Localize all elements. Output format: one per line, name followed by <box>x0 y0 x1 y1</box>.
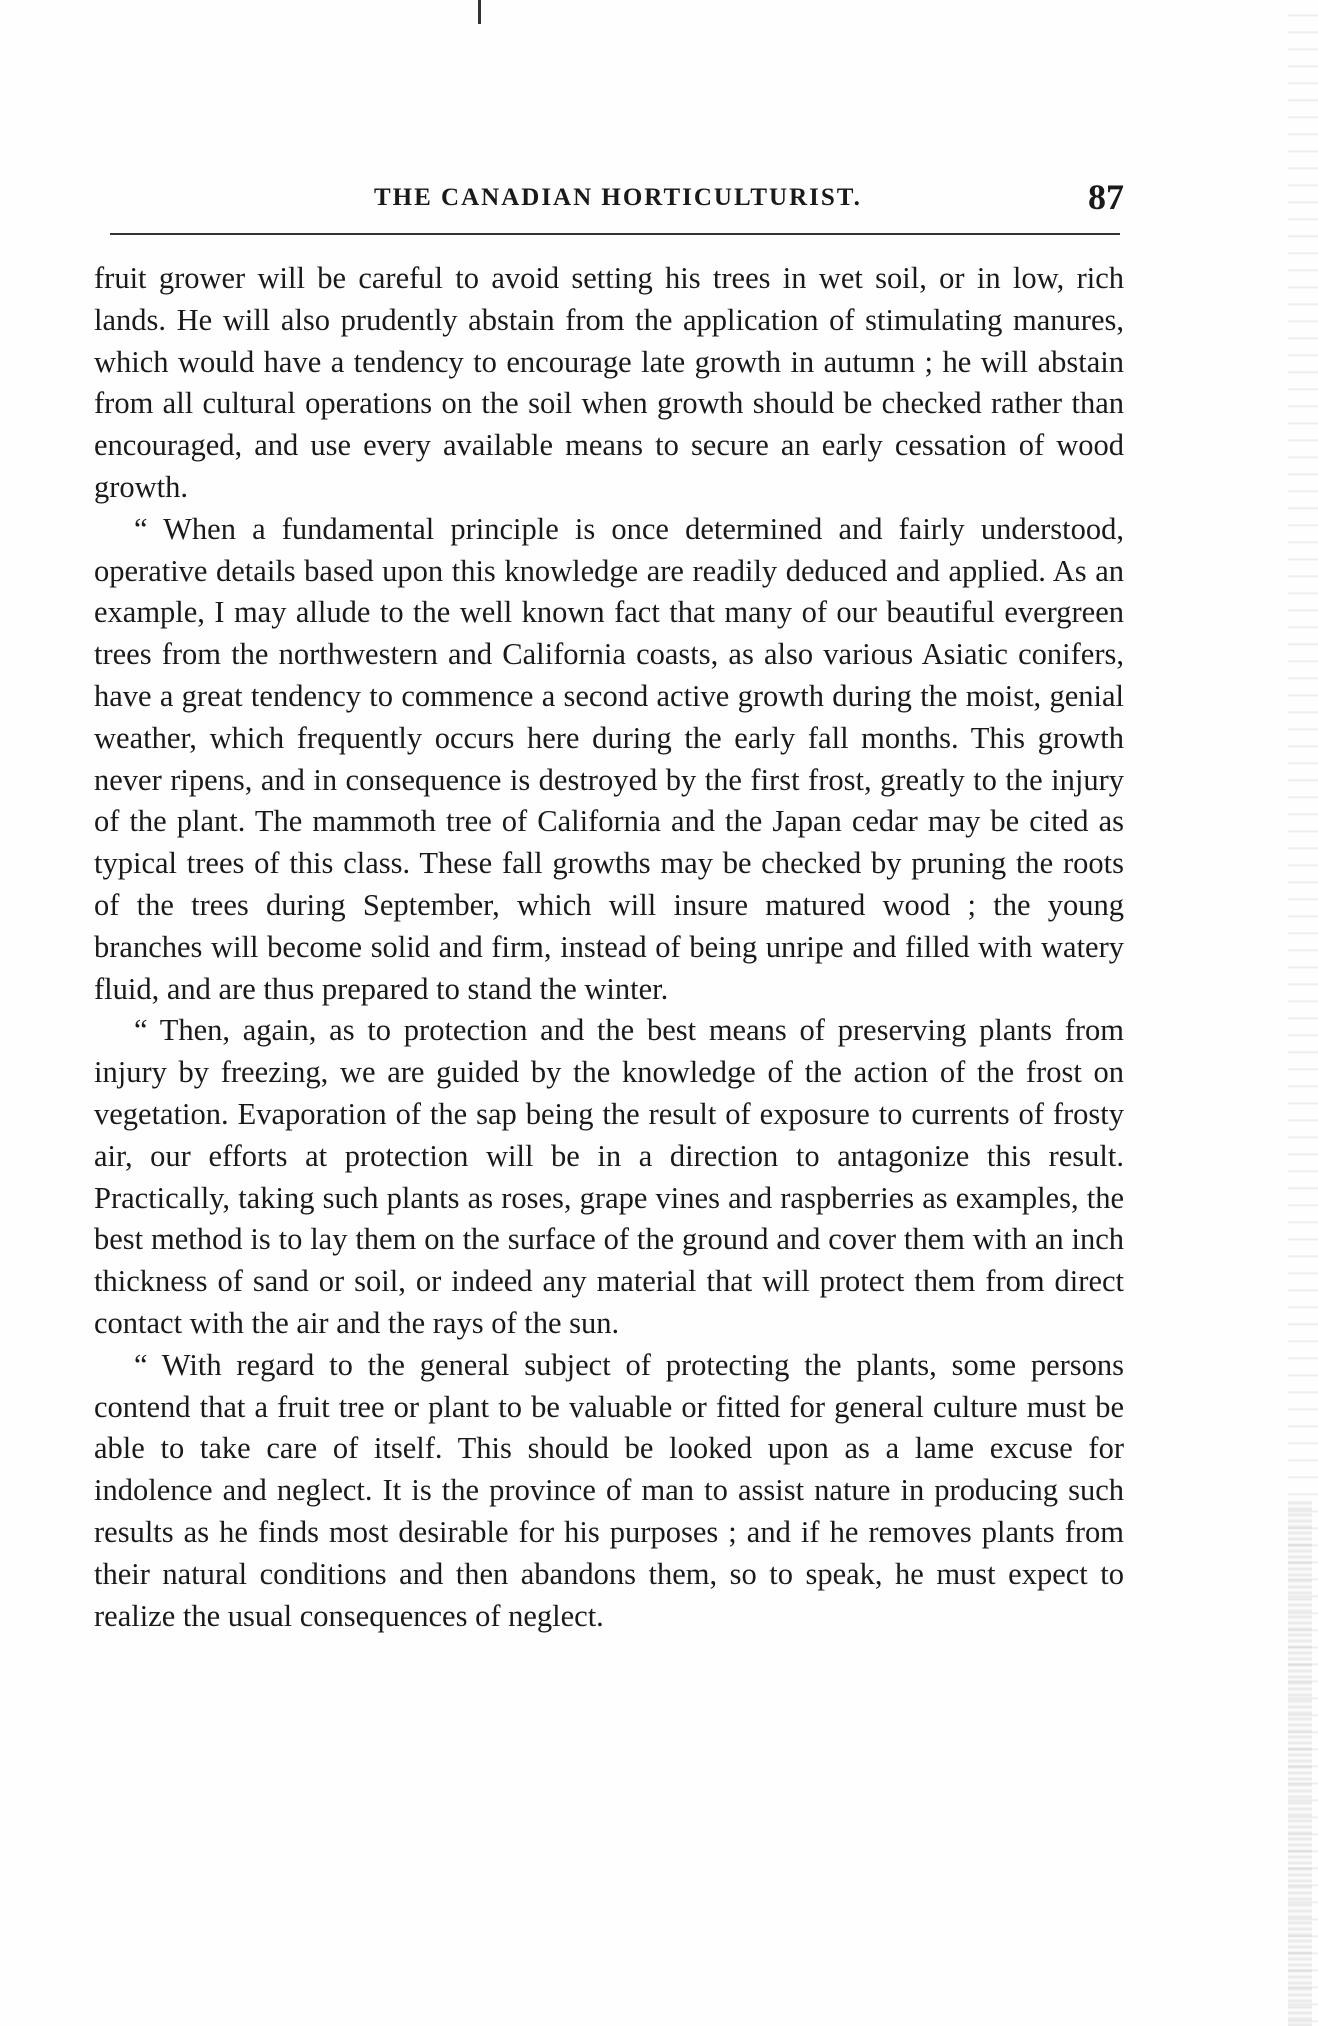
header-rule <box>110 233 1120 235</box>
paragraph-3: “ Then, again, as to protection and the best means of preserving plants from injury by freezing, we are guided by the knowledge of the action of the frost on vegetation. Evaporation of the sap being the result of exposure to currents of frosty air, our efforts at protection will be in a direction to antagonize this result. Practically, taking such plants as roses, grape vines and raspberries as examples, the best method is to lay them on the surface of the ground and cover them with an inch thickness of sand or soil, or indeed any material that will protect them from direct contact with the air and the rays of the sun. <box>94 1013 1124 1340</box>
page-header <box>94 176 1124 216</box>
page-number: 87 <box>1088 177 1124 217</box>
body-text <box>94 258 1124 1637</box>
scan-mark <box>478 0 481 24</box>
paragraph-2: “ When a fundamental principle is once determined and fairly understood, operative details based upon this knowledge are readily deduced and applied. As an example, I may allude to the well known fact that many of our beautiful evergreen trees from the northwestern and California coasts, as also various Asiatic conifers, have a great tendency to commence a second active growth during the moist, genial weather, which frequently occurs here during the early fall months. This growth never ripens, and in consequence is destroyed by the first frost, greatly to the injury of the plant. The mammoth tree of California and the Japan cedar may be cited as typical trees of this class. These fall growths may be checked by pruning the roots of the trees during September, which will insure matured wood ; the young branches will become solid and firm, instead of being unripe and filled with watery fluid, and are thus prepared to stand the winter. <box>94 511 1124 1006</box>
page-edge-noise-lower <box>1288 1500 1312 2026</box>
running-title: THE CANADIAN HORTICULTURIST. <box>374 184 862 211</box>
paragraph-1: fruit grower will be careful to avoid setting his trees in wet soil, or in low, rich lands. He will also prudently abstain from the application of stimulating manures, which would have a tendency to encourage late growth in autumn ; he will abstain from all cultural operations on the soil when growth should be checked rather than encouraged, and use every available means to secure an early cessation of wood growth. <box>94 261 1124 504</box>
paragraph-4: “ With regard to the general subject of protecting the plants, some persons contend that a fruit tree or plant to be valuable or fitted for general culture must be able to take care of itself. This should be looked upon as a lame excuse for indolence and neglect. It is the province of man to assist nature in producing such results as he finds most desirable for his purposes ; and if he removes plants from their natural conditions and then abandons them, so to speak, he must expect to realize the usual consequences of neglect. <box>94 1347 1124 1633</box>
